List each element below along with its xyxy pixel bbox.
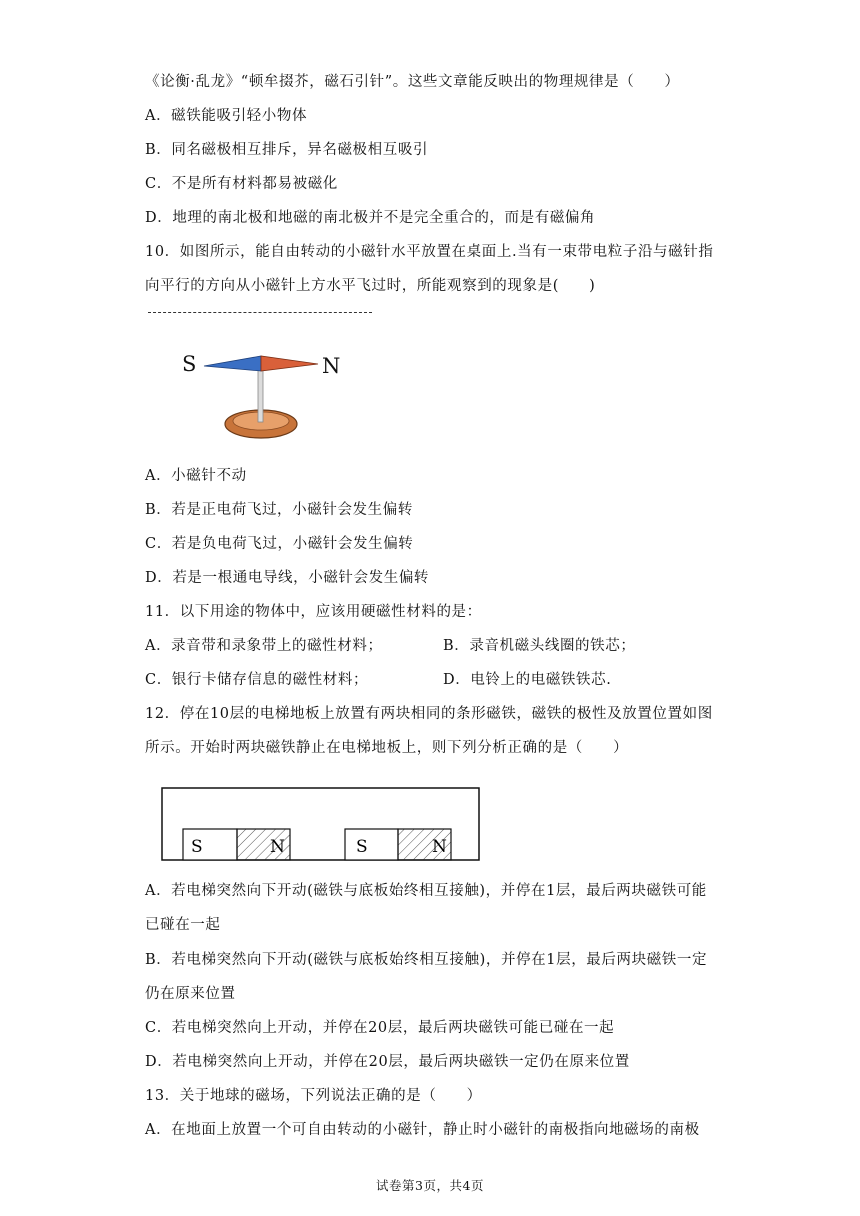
needle-south-label: S — [182, 352, 197, 376]
q12-option-b-line1: B．若电梯突然向下开动(磁铁与底板始终相互接触)，并停在1层，最后两块磁铁一定 — [145, 952, 708, 968]
needle-north-half — [261, 356, 318, 371]
magnet-2-north-label: N — [432, 837, 447, 857]
page-footer: 试卷第3页，共4页 — [376, 1178, 484, 1193]
magnet-1-south-label: S — [191, 837, 203, 857]
q12-option-b-line2: 仍在原来位置 — [145, 986, 236, 1002]
q13-stem: 13．关于地球的磁场，下列说法正确的是（ ） — [145, 1088, 482, 1104]
q11-option-d: D．电铃上的电磁铁铁芯. — [443, 672, 612, 688]
q9-option-b: B．同名磁极相互排斥，异名磁极相互吸引 — [145, 142, 429, 158]
q10-stem-line1: 10．如图所示，能自由转动的小磁针水平放置在桌面上.当有一束带电粒子沿与磁针指 — [145, 244, 714, 260]
particle-path-dashed-line — [148, 312, 372, 313]
q12-option-a-line1: A．若电梯突然向下开动(磁铁与底板始终相互接触)，并停在1层，最后两块磁铁可能 — [145, 883, 707, 899]
q13-option-a: A．在地面上放置一个可自由转动的小磁针，静止时小磁针的南极指向地磁场的南极 — [145, 1122, 700, 1138]
elevator-magnets-figure — [160, 786, 482, 864]
q12-option-a-line2: 已碰在一起 — [145, 917, 221, 933]
q9-stem: 《论衡·乱龙》“顿牟掇芥，磁石引针”。这些文章能反映出的物理规律是（ ） — [145, 74, 680, 90]
q11-stem: 11．以下用途的物体中，应该用硬磁性材料的是： — [145, 604, 482, 620]
q11-option-a: A．录音带和录象带上的磁性材料； — [145, 638, 383, 654]
compass-pivot-stem — [258, 368, 263, 422]
q9-option-c: C．不是所有材料都易被磁化 — [145, 176, 338, 192]
q11-option-b: B．录音机磁头线圈的铁芯； — [443, 638, 636, 654]
q10-option-c: C．若是负电荷飞过，小磁针会发生偏转 — [145, 536, 414, 552]
q10-stem-line2: 向平行的方向从小磁针上方水平飞过时，所能观察到的现象是( ) — [145, 278, 596, 294]
q12-option-d: D．若电梯突然向上开动，并停在20层，最后两块磁铁一定仍在原来位置 — [145, 1054, 630, 1070]
magnet-2-south-end — [345, 829, 398, 860]
magnet-1-north-label: N — [270, 837, 285, 857]
needle-north-label: N — [322, 354, 341, 378]
q10-option-a: A．小磁针不动 — [145, 468, 247, 484]
q9-option-a: A．磁铁能吸引轻小物体 — [145, 108, 308, 124]
q12-stem-line1: 12．停在10层的电梯地板上放置有两块相同的条形磁铁，磁铁的极性及放置位置如图 — [145, 706, 713, 722]
q10-option-b: B．若是正电荷飞过，小磁针会发生偏转 — [145, 502, 413, 518]
q10-option-d: D．若是一根通电导线，小磁针会发生偏转 — [145, 570, 430, 586]
magnet-2-south-label: S — [356, 837, 368, 857]
q9-option-d: D．地理的南北极和地磁的南北极并不是完全重合的，而是有磁偏角 — [145, 210, 596, 226]
q12-stem-line2: 所示。开始时两块磁铁静止在电梯地板上，则下列分析正确的是（ ） — [145, 740, 629, 756]
q11-option-c: C．银行卡储存信息的磁性材料； — [145, 672, 369, 688]
needle-south-half — [204, 356, 261, 371]
compass-needle-figure — [170, 338, 360, 448]
q12-option-c: C．若电梯突然向上开动，并停在20层，最后两块磁铁可能已碰在一起 — [145, 1020, 615, 1036]
